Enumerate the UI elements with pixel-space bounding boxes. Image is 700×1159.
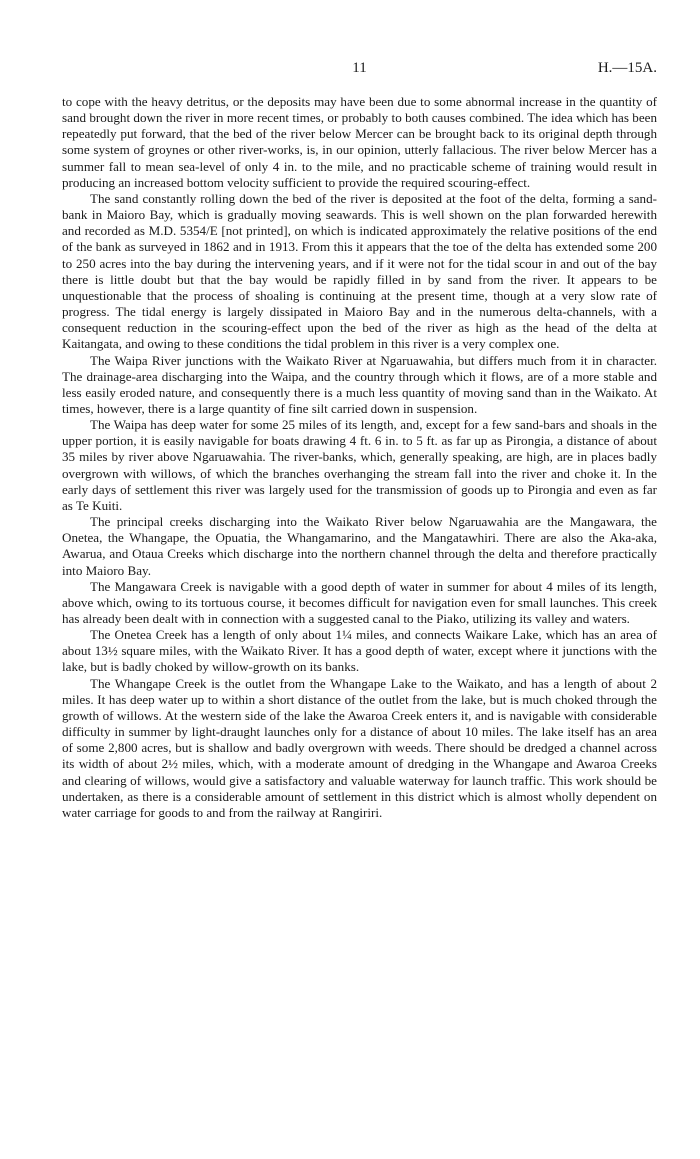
document-reference: H.—15A. [597,60,657,76]
paragraph-waipa-river: The Waipa River junctions with the Waikato River at Ngaruawahia, but differs much from it in character. The drainage-area discharging into the Waipa, and the country through which it flows, are of a more stable and less easily eroded nature, and consequently there is a much less quantity of moving sand than in the Waikato. At times, however, there is a large quantity of fine silt carried down in suspension. [62,352,657,416]
paragraph-onetea-creek: The Onetea Creek has a length of only about 1¼ miles, and connects Waikare Lake, which has an area of about 13½ square miles, with the Waikato River. It has a good depth of water, except where it junctions with the lake, but is badly choked by willow-growth on its banks. [62,627,657,675]
paragraph-sand-bank: The sand constantly rolling down the bed of the river is deposited at the foot of the delta, forming a sand-bank in Maioro Bay, which is gradually moving seawards. This is well shown on the plan forwarded herewith and recorded as M.D. 5354/E [not printed], on which is indicated approximately the relative positions of the end of the bank as surveyed in 1862 and in 1913. From this it appears that the toe of the delta has extended some 200 to 250 acres into the bay during the intervening years, and if it were not for the tidal scour in and out of the bay there is little doubt but that the bay would be rapidly filled in by sand from the river. It appears to be unquestionable that the process of shoaling is continuing at the present time, though at a very slow rate of progress. The tidal energy is largely dissipated in Maioro Bay and in the numerous delta-channels, with a consequent reduction in the scouring-effect upon the bed of the river as high as the head of the delta at Kaitangata, and owing to these conditions the tidal problem in this river is a very complex one. [62,190,657,352]
paragraph-waipa-navigation: The Waipa has deep water for some 25 miles of its length, and, except for a few sand-bars and shoals in the upper portion, it is easily navigable for boats drawing 4 ft. 6 in. to 5 ft. as far up as Pirongia, a distance of about 35 miles by river above Ngaruawahia. The river-banks, which, generally speaking, are high, are in places badly overgrown with willows, of which the branches overhanging the stream fall into the river and choke it. In the early days of settlement this river was largely used for the transmission of goods up to Pirongia and even as far as Te Kuiti. [62,417,657,513]
page-number: 11 [352,60,367,76]
paragraph-river-deposits: to cope with the heavy detritus, or the deposits may have been due to some abnormal increase in the quantity of sand brought down the river in more recent times, or probably to both causes combined. The idea which has been repeatedly put forward, that the bed of the river below Mercer can be brought back to its original depth through some system of groynes or other river-works, is, in our opinion, utterly fallacious. The river below Mercer has a summer fall to mean sea-level of only 4 in. to the mile, and no practicable scheme of training would result in producing an increased bottom velocity sufficient to provide the required scouring-effect. [62,94,657,190]
page-header [62,60,657,82]
body-text [62,94,657,821]
paragraph-whangape-creek: The Whangape Creek is the outlet from the Whangape Lake to the Waikato, and has a length of about 2 miles. It has deep water up to within a short distance of the outlet from the lake, but is much choked through the growth of willows. At the western side of the lake the Awaroa Creek enters it, and is navigable with considerable difficulty in summer by light-draught launches only for a distance of about 10 miles. The lake itself has an area of some 2,800 acres, but is shallow and badly overgrown with weeds. There should be dredged a channel across its width of about 2½ miles, which, with a moderate amount of dredging in the Whangape and Awaroa Creeks and clearing of willows, would give a satisfactory and valuable waterway for launch traffic. This work should be undertaken, as there is a considerable amount of settlement in this district which is almost wholly dependent on water carriage for goods to and from the railway at Rangiriri. [62,675,657,820]
paragraph-principal-creeks: The principal creeks discharging into the Waikato River below Ngaruawahia are the Mangawara, the Onetea, the Whangape, the Opuatia, the Whangamarino, and the Mangatawhiri. There are also the Aka-aka, Awarua, and Otaua Creeks which discharge into the northern channel through the delta and therefore practically into Maioro Bay. [62,514,657,578]
paragraph-mangawara-creek: The Mangawara Creek is navigable with a good depth of water in summer for about 4 miles of its length, above which, owing to its tortuous course, it becomes difficult for navigation even for small launches. This creek has already been dealt with in connection with a suggested canal to the Piako, utilizing its valley and waters. [62,578,657,626]
